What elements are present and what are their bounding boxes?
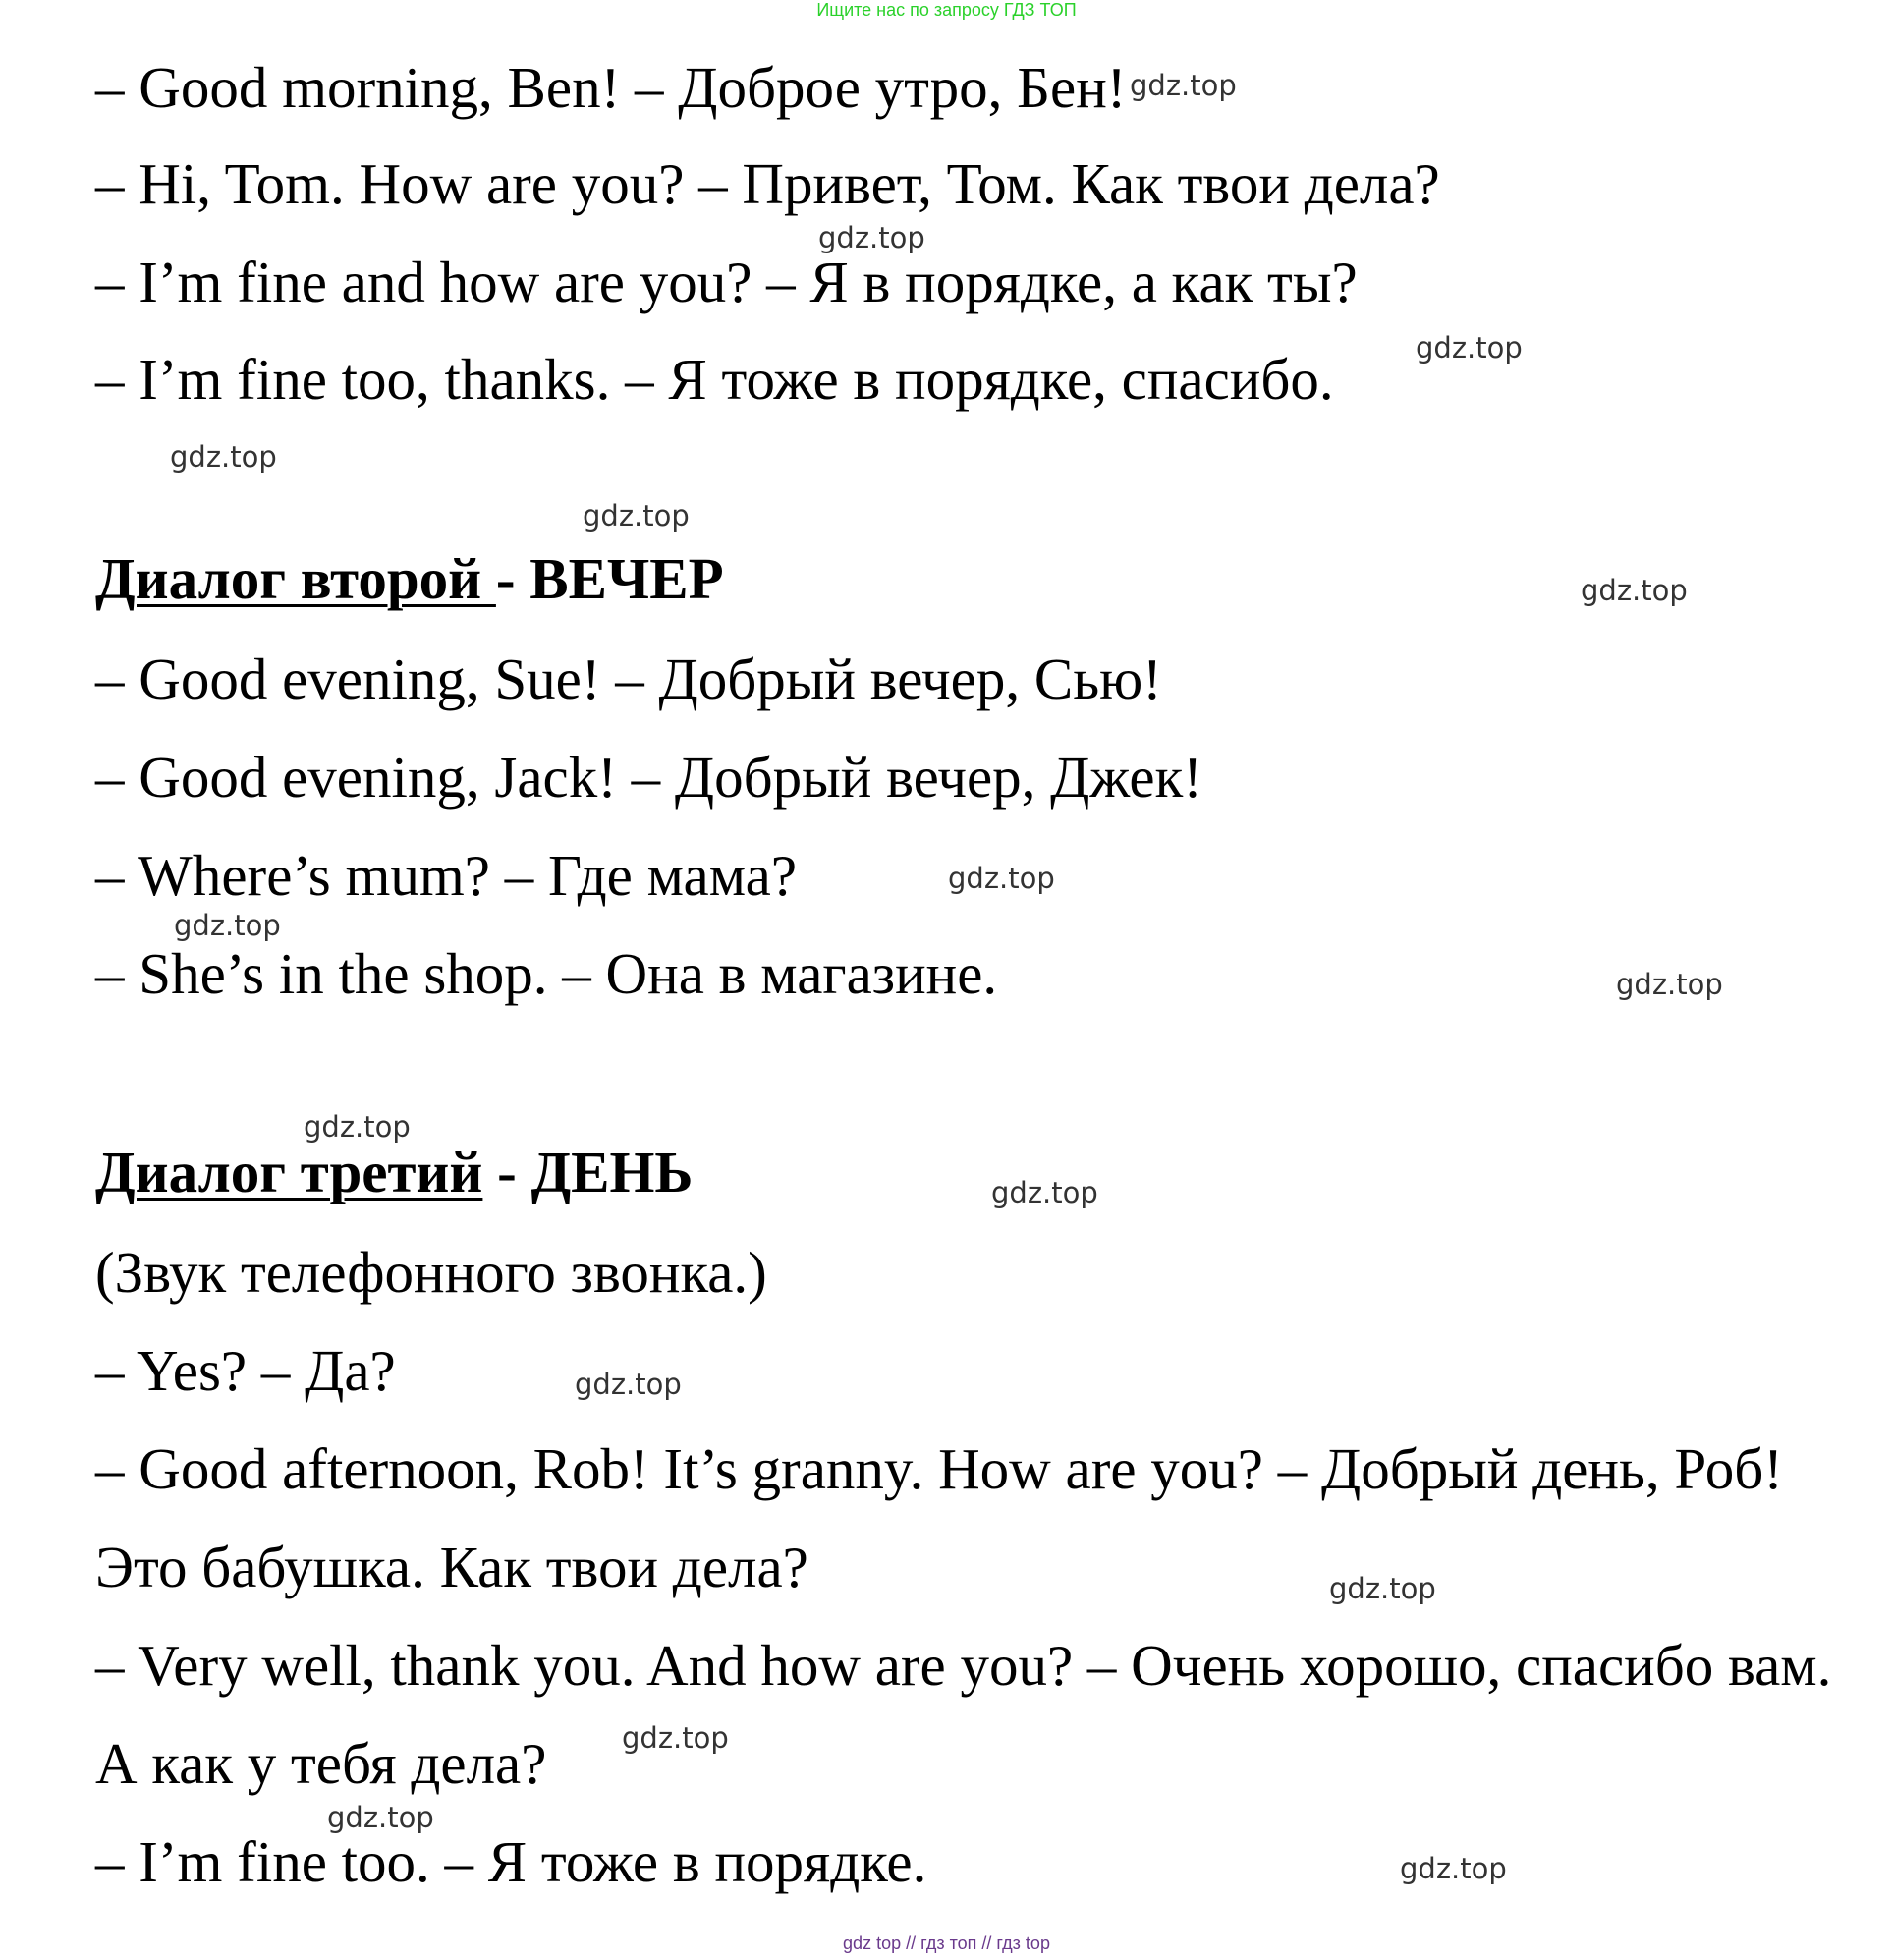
watermark: gdz.top [1416, 331, 1523, 364]
watermark: gdz.top [170, 440, 277, 474]
watermark: gdz.top [174, 909, 281, 942]
watermark: gdz.top [304, 1110, 411, 1144]
watermark: gdz.top [1400, 1852, 1507, 1885]
watermark: gdz.top [575, 1368, 682, 1401]
watermark: gdz.top [622, 1721, 729, 1755]
dialog2-heading-time: - ВЕЧЕР [495, 546, 724, 611]
dialog1-line-4: – I’m fine too, thanks. – Я тоже в порядке, спасибо. [95, 347, 1334, 412]
dialog3-line-6: А как у тебя дела? [95, 1731, 547, 1796]
dialog1-line-1: – Good morning, Ben! – Доброе утро, Бен! [95, 55, 1127, 120]
dialog3-heading [95, 1140, 694, 1204]
footer: gdz top // гдз топ // гдз top [843, 1933, 1050, 1953]
watermark: gdz.top [583, 499, 690, 532]
dialog3-heading-time: - ДЕНЬ [482, 1140, 694, 1204]
dialog2-heading [95, 546, 724, 611]
dialog3-heading-title: Диалог третий [95, 1140, 483, 1204]
dialog1-line-2: – Hi, Tom. How are you? – Привет, Том. Как твои дела? [95, 151, 1440, 216]
watermark: gdz.top [818, 221, 925, 254]
watermark: gdz.top [1329, 1572, 1436, 1605]
dialog2-line-1: – Good evening, Sue! – Добрый вечер, Сью! [95, 646, 1162, 711]
dialog3-line-4: Это бабушка. Как твои дела? [95, 1535, 808, 1599]
dialog3-line-2: – Yes? – Да? [95, 1338, 396, 1403]
top-note: Ищите нас по запросу ГДЗ ТОП [816, 0, 1077, 20]
watermark: gdz.top [1130, 69, 1237, 102]
dialog3-line-5: – Very well, thank you. And how are you? – Очень хорошо, спасибо вам. [95, 1633, 1832, 1698]
dialog3-line-7: – I’m fine too. – Я тоже в порядке. [95, 1829, 927, 1894]
watermark: gdz.top [948, 862, 1055, 895]
watermark: gdz.top [327, 1801, 434, 1834]
dialog3-line-1: (Звук телефонного звонка.) [95, 1240, 767, 1305]
dialog1-line-3: – I’m fine and how are you? – Я в порядке, а как ты? [95, 250, 1358, 314]
dialog2-line-2: – Good evening, Jack! – Добрый вечер, Джек! [95, 745, 1202, 810]
dialog2-heading-title: Диалог второй [95, 546, 496, 611]
watermark: gdz.top [991, 1176, 1098, 1209]
watermark: gdz.top [1581, 574, 1688, 607]
dialog2-line-4: – She’s in the shop. – Она в магазине. [95, 941, 998, 1006]
dialog2-line-3: – Where’s mum? – Где мама? [95, 843, 798, 908]
dialog3-line-3: – Good afternoon, Rob! It’s granny. How are you? – Добрый день, Роб! [95, 1436, 1783, 1501]
watermark: gdz.top [1616, 968, 1723, 1001]
